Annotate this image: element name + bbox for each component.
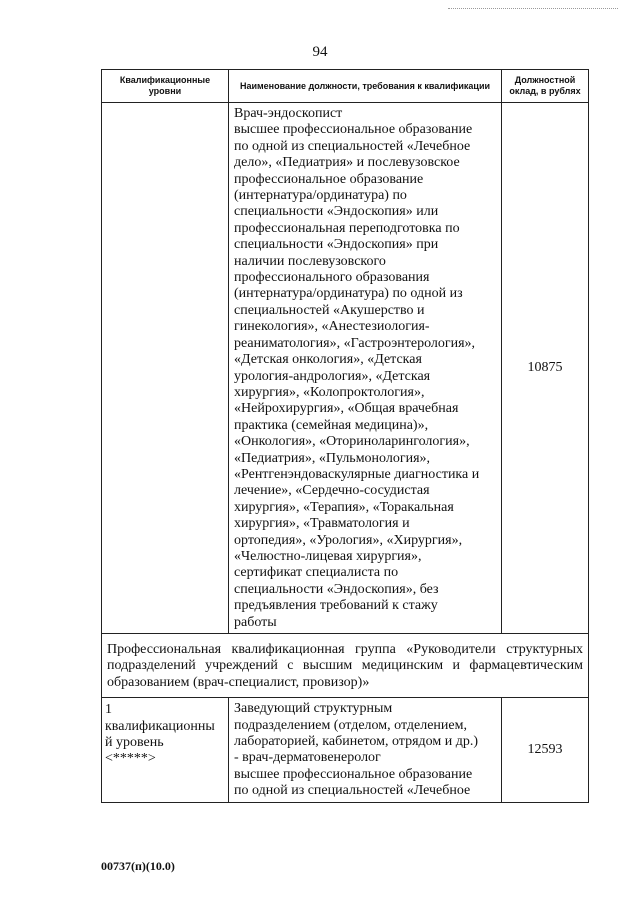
- text-line: высшее профессиональное образование: [234, 766, 473, 782]
- text-line: лабораторией, кабинетом, отрядом и др.): [234, 734, 478, 750]
- text-line: (интернатура/ординатура) по: [234, 188, 407, 204]
- text-line: 1: [105, 702, 112, 718]
- level-cell: [102, 698, 229, 802]
- text-line: <*****>: [105, 751, 156, 767]
- level-text: [105, 702, 225, 768]
- text-line: лечение», «Сердечно-сосудистая: [234, 483, 430, 499]
- scan-edge-line: [448, 8, 618, 9]
- document-code: 00737(п)(10.0): [101, 859, 175, 873]
- text-line: реаниматология», «Гастроэнтерология»,: [234, 335, 476, 351]
- text-line: сертификат специалиста по: [234, 565, 399, 581]
- header-position: Наименование должности, требования к квалификации: [229, 70, 502, 103]
- position-cell: [229, 698, 502, 802]
- text-line: по одной из специальностей «Лечебное: [234, 138, 471, 154]
- header-salary: Должностной оклад, в рублях: [502, 70, 589, 103]
- page-number: 94: [312, 44, 328, 60]
- text-line: «Нейрохирургия», «Общая врачебная: [234, 401, 459, 417]
- text-line: хирургия», «Терапия», «Торакальная: [234, 499, 454, 515]
- text-line: хирургия», «Колопроктология»,: [234, 384, 425, 400]
- text-line: ортопедия», «Урология», «Хирургия»,: [234, 532, 463, 548]
- text-line: «Онкология», «Оториноларингология»,: [234, 434, 470, 450]
- text-line: специальности «Эндоскопия» при: [234, 237, 439, 253]
- position-text: [229, 698, 501, 801]
- table-header-row: [102, 70, 589, 103]
- text-line: «Педиатрия», «Пульмонология»,: [234, 450, 431, 466]
- text-line: работы: [234, 614, 277, 630]
- text-line: Заведующий структурным: [234, 701, 393, 717]
- text-line: по одной из специальностей «Лечебное: [234, 783, 471, 799]
- text-line: Врач-эндоскопист: [234, 106, 343, 121]
- header-levels: Квалификационные уровни: [102, 70, 229, 103]
- text-line: дело», «Педиатрия» и послевузовское: [234, 155, 460, 171]
- text-line: специальности «Эндоскопия» или: [234, 204, 439, 220]
- text-line: й уровень: [105, 735, 164, 751]
- text-line: предъявления требований к стажу: [234, 598, 438, 614]
- text-line: гинекология», «Анестезиология-: [234, 319, 430, 335]
- text-line: - врач-дерматовенеролог: [234, 750, 381, 766]
- text-line: квалификационны: [105, 718, 215, 734]
- text-line: «Детская онкология», «Детская: [234, 352, 422, 368]
- text-line: практика (семейная медицина)»,: [234, 417, 429, 433]
- salary-cell: 10875: [502, 103, 589, 634]
- table-row-head-of-unit: [102, 698, 589, 802]
- text-line: профессионального образования: [234, 270, 430, 286]
- salary-cell: 12593: [502, 698, 589, 802]
- text-line: подразделением (отделом, отделением,: [234, 717, 467, 733]
- table-row-endoscopist: [102, 103, 589, 634]
- salary-table: [101, 69, 589, 803]
- text-line: специальности «Эндоскопия», без: [234, 581, 439, 597]
- text-line: (интернатура/ординатура) по одной из: [234, 286, 463, 302]
- level-cell-empty: [102, 103, 229, 634]
- text-line: высшее профессиональное образование: [234, 122, 473, 138]
- text-line: урология-андрология», «Детская: [234, 368, 431, 384]
- text-line: специальностей «Акушерство и: [234, 302, 425, 318]
- text-line: профессиональная переподготовка по: [234, 220, 460, 236]
- text-line: хирургия», «Травматология и: [234, 516, 410, 532]
- position-cell: [229, 103, 502, 634]
- text-line: наличии послевузовского: [234, 253, 386, 269]
- group-row: [102, 634, 589, 698]
- text-line: профессиональное образование: [234, 171, 424, 187]
- position-text: [229, 103, 501, 633]
- qualification-group-title: Профессиональная квалификационная группа «Руководители структурных подразделений учреждений с высшим медицинским и фармацевтическим образованием (врач-специалист, провизор)»: [102, 634, 589, 698]
- text-line: «Рентгенэндоваскулярные диагностика и: [234, 466, 480, 482]
- text-line: «Челюстно-лицевая хирургия»,: [234, 548, 422, 564]
